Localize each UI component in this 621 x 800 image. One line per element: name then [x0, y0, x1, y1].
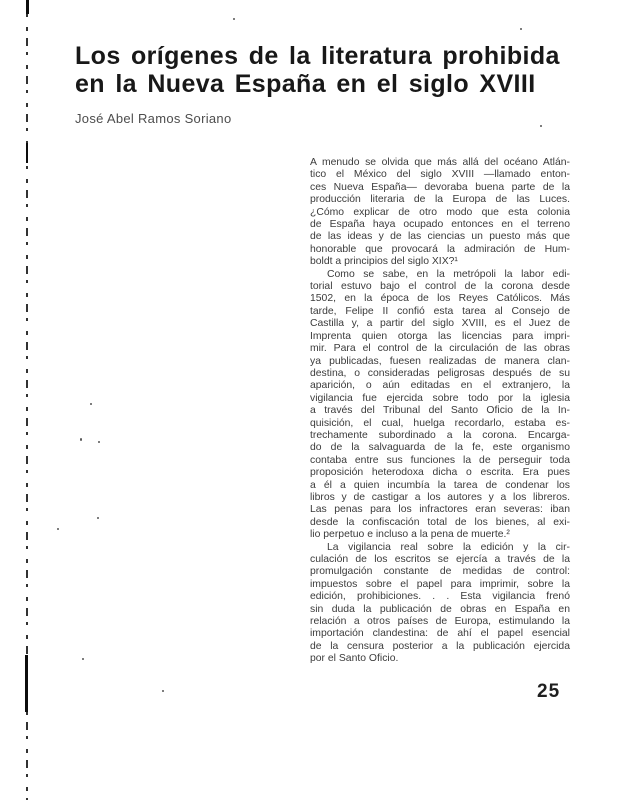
text-line: edición, prohibiciones. . . Esta vigilancia frenó	[310, 591, 570, 603]
text-line: trechamente subordinado a la corona. Encarga-	[310, 429, 570, 441]
binding-line-segment	[25, 655, 28, 712]
paragraph	[310, 542, 570, 666]
text-line: Como se sabe, en la metrópoli la labor edi-	[327, 268, 570, 280]
text-line: a través del Tribunal del Santo Oficio de la In-	[310, 405, 570, 417]
page-number: 25	[537, 681, 561, 702]
paragraph	[310, 269, 570, 542]
scan-speck	[82, 658, 84, 660]
text-line: ces Nueva España— devoraba buena parte de la	[310, 181, 570, 193]
text-line: libros y de castigar a los autores y a los libreros.	[310, 491, 570, 503]
text-line: sin duda la publicación de obras en España en	[310, 603, 570, 615]
text-line: do de la salvaguarda de la fe, este organismo	[310, 442, 570, 454]
text-line: Las penas para los infractores eran severas: iban	[310, 504, 570, 516]
text-line: impuestos sobre el papel para imprimir, sobre la	[310, 578, 570, 590]
text-line: de la censura posterior a la publicación ejercida	[310, 640, 570, 652]
body-text	[310, 157, 570, 666]
text-line: contaba entre sus funciones la de perseguir toda	[310, 454, 570, 466]
text-line: proposición heterodoxa dicha o escrita. Era pues	[310, 467, 570, 479]
text-line: por el Santo Oficio.	[310, 653, 399, 665]
scan-speck	[162, 690, 164, 692]
text-line: boldt a principios del siglo XIX?¹	[310, 256, 458, 268]
text-line: producción literaria de la Europa de las Luces.	[310, 194, 570, 206]
text-line: promulgación constante de medidas de control:	[310, 566, 570, 578]
text-line: honorable que provocará la admiración de Hum-	[310, 243, 570, 255]
text-line: aparición, o aún editadas en el extranjero, la	[310, 380, 570, 392]
text-line: lio perpetuo e incluso a la pena de muerte.²	[310, 529, 510, 541]
text-line: torial estuvo bajo el control de la corona desde	[310, 281, 570, 293]
scan-speck	[57, 528, 59, 530]
text-line: desde la confiscación total de los bienes, al exi-	[310, 516, 570, 528]
paragraph	[310, 157, 570, 269]
scan-speck	[233, 18, 235, 20]
binding-line-segment	[26, 0, 29, 14]
text-line: a él a quien incumbía la tarea de condenar los	[310, 479, 570, 491]
text-line: de España haya ocupado entonces en el terreno	[310, 219, 570, 231]
text-line: quisición, el cual, huelga recordarlo, estaba es-	[310, 417, 570, 429]
text-line: tico el México del siglo XVIII —llamado enton-	[310, 169, 570, 181]
author-name: José Abel Ramos Soriano	[75, 111, 232, 126]
text-line: mir. Para el control de la circulación de las obras	[310, 343, 570, 355]
binding-line-segment	[26, 143, 28, 163]
text-line: culación de los escritos se ejercía a través de la	[310, 554, 570, 565]
article-title-line2: en la Nueva España en el siglo XVIII	[75, 70, 536, 98]
text-line: La vigilancia real sobre la edición y la cir-	[327, 541, 570, 553]
text-line: tarde, Felipe II confió esta tarea al Consejo de	[310, 305, 570, 317]
text-line: destina, o consideradas peligrosas después de su	[310, 367, 570, 379]
scan-speck	[98, 441, 100, 443]
text-line: ¿Cómo explicar de otro modo que esta colonia	[310, 206, 570, 218]
scan-speck	[520, 28, 522, 30]
scan-speck	[90, 403, 92, 405]
text-line: ya publicadas, fuesen realizadas de manera clan-	[310, 355, 570, 367]
text-line: 1502, en la época de los Reyes Católicos. Más	[310, 293, 570, 305]
text-line: relación a otros países de Europa, estimulando la	[310, 616, 570, 628]
scan-speck	[540, 125, 542, 127]
text-line: Castilla y, a partir del siglo XVIII, es el Juez de	[310, 318, 570, 330]
text-line: A menudo se olvida que más allá del océano Atlán-	[310, 157, 570, 168]
scan-speck	[97, 517, 99, 519]
text-line: Imprenta quien otorga las licencias para impri-	[310, 330, 570, 342]
article-title-line1: Los orígenes de la literatura prohibida	[75, 42, 560, 70]
text-line: vigilancia fue ejercida sobre todo por la iglesia	[310, 392, 570, 404]
article-title	[75, 42, 575, 98]
text-line: de las ideas y de las ciencias un puesto más que	[310, 231, 570, 243]
text-line: importación clandestina: de ahí el papel esencial	[310, 628, 570, 640]
scan-speck	[80, 438, 82, 441]
